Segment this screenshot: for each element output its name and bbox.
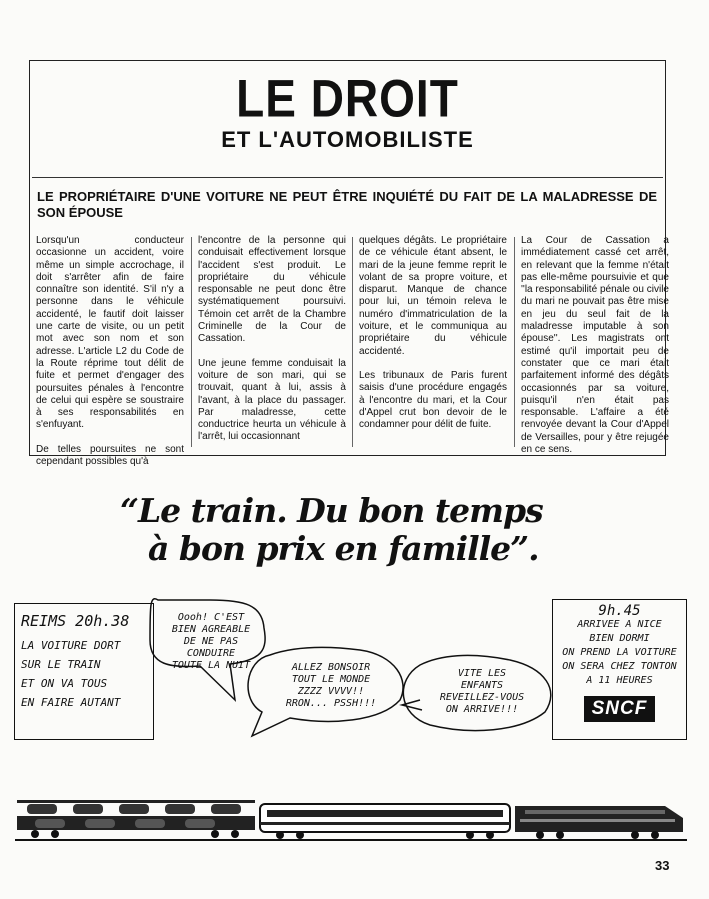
bubble-line: BIEN AGREABLE (171, 624, 251, 635)
locomotive (515, 806, 683, 839)
bubble-line: CONDUIRE (186, 648, 236, 659)
paragraph: De telles poursuites ne sont cependant possibles qu'à (36, 443, 184, 468)
slogan-line-1: “Le train. Du bon temps (120, 491, 543, 530)
panel-line: EN FAIRE AUTANT (21, 696, 121, 709)
bubble-1-text (162, 612, 260, 672)
bubble-line: DE NE PAS (183, 636, 239, 647)
bubble-3-text (412, 668, 552, 716)
panel-line: ET ON VA TOUS (21, 677, 108, 690)
bubble-line: ON ARRIVE!!! (445, 704, 519, 715)
passenger-car (260, 804, 510, 839)
bubble-line: RRON... PSSH!!! (285, 698, 377, 709)
sncf-logo: SNCF (584, 696, 656, 722)
departure-time: REIMS 20h.38 (21, 612, 130, 630)
train-illustration (15, 792, 687, 842)
arrival-panel (552, 599, 687, 740)
panel-line: ON SERA CHEZ TONTON (562, 661, 677, 672)
article-subtitle: ET L'AUTOMOBILISTE (221, 127, 474, 152)
bubble-line: ENFANTS (460, 680, 504, 691)
paragraph: quelques dégâts. Le propriétaire de ce véhicule étant absent, le mari de la jeune femme reprit le volant de sa propre voiture, et disparut. Manque de chance pour lui, un témoin releva le numéro d'immatriculation de la voiture, et le communiqua au propriétaire du véhicule accidenté. (359, 235, 507, 357)
paragraph: l'encontre de la personne qui conduisait effectivement lorsque l'accident s'est produit. Le propriétaire du véhicule responsable ne peut donc être systématiquement poursuivi. Témoin cet arrêt de la Chambre Criminelle de la Cour de Cassation. (198, 235, 346, 345)
bubble-line: Oooh! C'EST (177, 612, 245, 623)
paragraph: Une jeune femme conduisait la voiture de son mari, qui se trouvait, quant à lui, assis à l'avant, à la place du passager. Par maladresse, cette conductrice heurta un véhicule à l'arrêt, lui occasionnant (198, 357, 346, 443)
article-headline: LE PROPRIÉTAIRE D'UNE VOITURE NE PEUT ÊTRE INQUIÉTÉ DU FAIT DE LA MALADRESSE DE SON ÉPOUSE (37, 189, 657, 220)
panel-line: BIEN DORMI (589, 633, 650, 644)
bubble-line: VITE LES (457, 668, 507, 679)
paragraph: Lorsqu'un conducteur occasionne un accident, voire même un simple accrochage, il doit s'arrêter afin de faire connaître son identité. S'il n'y a personne dans le véhicule accidenté, le fautif doit laisser une carte de visite, ou un petit mot avec son nom et son adresse. L'article L2 du Code de la Route réprime tout délit de fuite et permet d'engager des poursuites pénales à l'encontre de celui qui espère se soustraire à ses responsabilités en s'enfuyant. (36, 235, 184, 431)
arrival-time: 9h.45 (598, 603, 641, 619)
bubble-line: TOUTE LA NUIT (171, 660, 251, 671)
paragraph: Les tribunaux de Paris furent saisis d'une procédure engagés à l'encontre du mari, et la Cour d'Appel crut bon devoir de le condamner pour délit de fuite. (359, 369, 507, 431)
slogan-line-2: à bon prix en famille”. (148, 529, 539, 568)
bubble-line: ZZZZ VVVV!! (297, 686, 365, 697)
bubble-line: ALLEZ BONSOIR (291, 662, 371, 673)
panel-line: LA VOITURE DORT (21, 639, 121, 652)
bubble-2-text (262, 662, 400, 710)
page-number: 33 (655, 858, 670, 873)
car-carrier-wagon (17, 800, 255, 838)
panel-line: ON PREND LA VOITURE (562, 647, 677, 658)
bubble-line: REVEILLEZ-VOUS (439, 692, 525, 703)
article-title: LE DROIT (236, 68, 459, 128)
panel-line: SUR LE TRAIN (21, 658, 101, 671)
panel-line: ARRIVEE A NICE (577, 619, 662, 630)
rail-track (15, 839, 687, 841)
bubble-line: TOUT LE MONDE (291, 674, 371, 685)
panel-line: A 11 HEURES (586, 675, 653, 686)
paragraph: La Cour de Cassation a immédiatement cassé cet arrêt, en relevant que la femme n'était pas elle-même poursuivie et que ''la responsabilité pénale ou civile du mari ne pouvait pas être mise en jeu du seul fait de la maladresse imputable à son épouse''. Les magistrats ont estimé qu'il importait peu de constater que ce mari était parfaitement informé des dégâts occasionnés par sa voiture, puisqu'il n'en était pas responsable. L'affaire a été renvoyée devant la Cour d'Appel de Versailles, pour y être rejugée en ce sens. (521, 235, 669, 456)
